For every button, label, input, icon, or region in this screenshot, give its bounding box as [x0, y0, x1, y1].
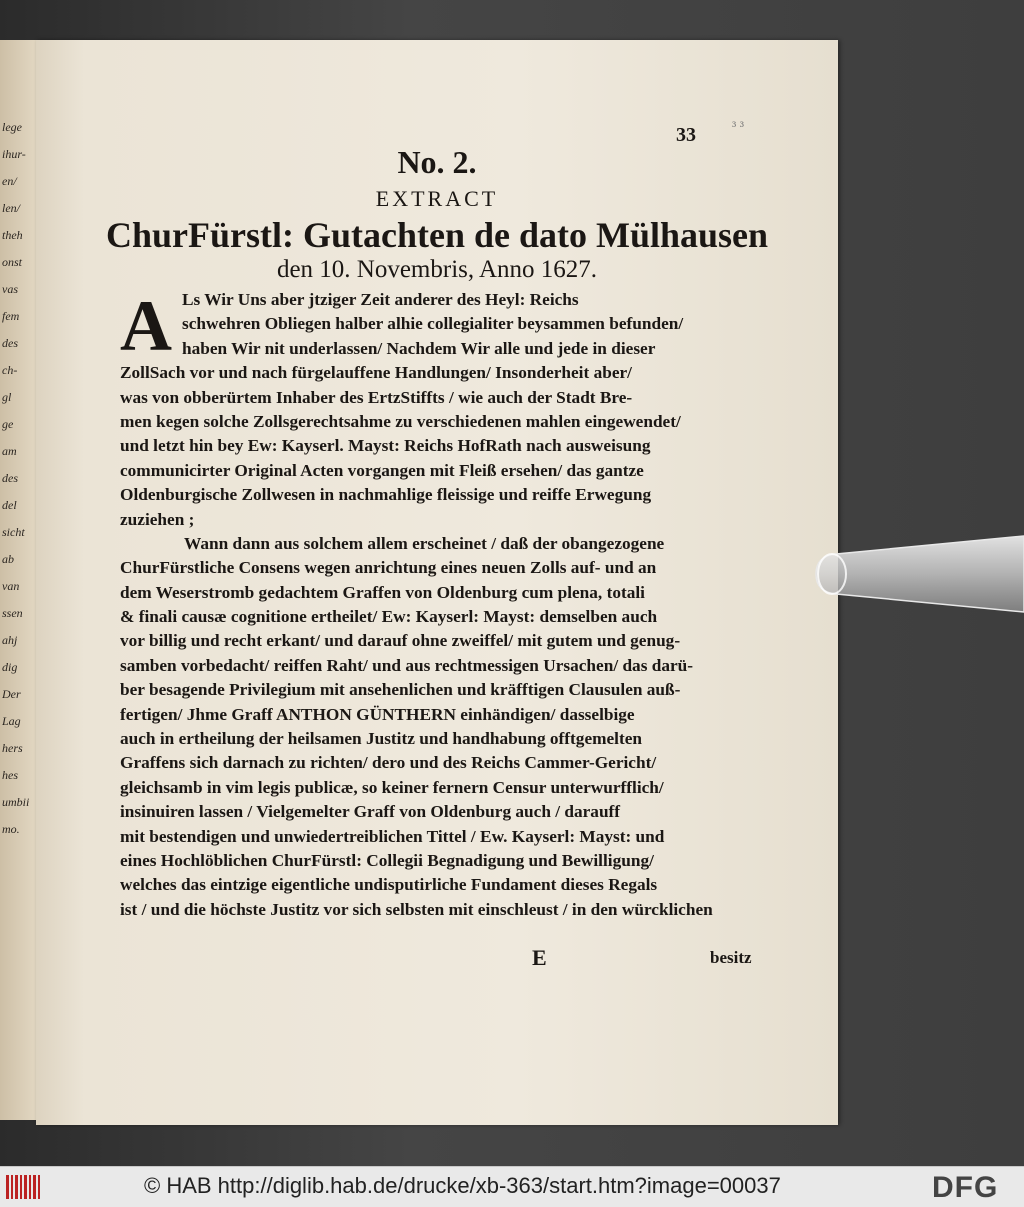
facing-page-fragment: am	[2, 444, 17, 458]
paragraph-2	[120, 532, 776, 922]
facing-page-fragment: umbii	[2, 795, 30, 809]
facing-page-fragment: des	[2, 471, 18, 485]
text-line: schwehren Obliegen halber alhie collegialiter beysammen befunden/	[182, 314, 684, 334]
facing-page-fragment: ahj	[2, 633, 18, 647]
facing-page-fragment: van	[2, 579, 20, 593]
text-line: samben vorbedacht/ reiffen Raht/ und aus rechtmessigen Ursachen/ das darü-	[120, 655, 694, 675]
paragraph-1	[120, 288, 776, 532]
facing-page-fragment: del	[2, 498, 17, 512]
text-line: Wann dann aus solchem allem erscheinet / daß der obangezogene	[184, 533, 665, 553]
hab-logo-icon	[6, 1175, 40, 1199]
text-line: men kegen solche Zollsgerechtsahme zu verschiedenen mahlen eingewendet/	[120, 411, 681, 431]
text-line: haben Wir nit underlassen/ Nachdem Wir alle und jede in dieser	[182, 338, 656, 358]
body-text	[120, 288, 776, 922]
text-line: insinuiren lassen / Vielgemelter Graff von Oldenburg auch / darauff	[120, 802, 621, 822]
text-line: vor billig und recht erkant/ und darauf ohne zweiffel/ mit gutem und genug-	[120, 631, 681, 651]
book-page	[36, 40, 838, 1125]
page-number: 33	[676, 124, 696, 146]
facing-page-edge	[0, 40, 38, 1120]
facing-page-fragment: dig	[2, 660, 18, 674]
text-line: was von obberürtem Inhaber des ErtzStiffts / wie auch der Stadt Bre-	[120, 387, 633, 407]
document-date: den 10. Novembris, Anno 1627.	[276, 256, 598, 283]
facing-page-fragment: theh	[2, 228, 23, 242]
facing-page-fragment: Der	[2, 687, 21, 701]
facing-page-fragment: Lag	[2, 714, 21, 728]
catchword: besitz	[710, 948, 752, 967]
page-clamp	[776, 526, 1024, 622]
facing-page-fragment: ihur-	[2, 147, 26, 161]
facing-page-fragment: ch-	[2, 363, 18, 377]
text-line: eines Hochlöblichen ChurFürstl: Collegii Begnadigung und Bewilligung/	[120, 850, 654, 870]
facing-page-fragment: lege	[2, 120, 22, 134]
text-line: ber besagende Privilegium mit ansehenlichen und kräfftigen Clausulen auß-	[120, 680, 681, 700]
facing-page-fragment: vas	[2, 282, 18, 296]
text-line: communicirter Original Acten vorgangen mit Fleiß ersehen/ das gantze	[120, 460, 644, 480]
text-line: ist / und die höchste Justitz vor sich selbsten mit einschleust / in den würcklichen	[120, 899, 713, 919]
facing-page-fragment: en/	[2, 174, 17, 188]
facing-page-fragment: ssen	[2, 606, 23, 620]
text-line: Oldenburgische Zollwesen in nachmahlige fleissige und reiffe Erwegung	[120, 485, 652, 505]
signature-mark: E	[532, 945, 547, 970]
text-line: und letzt hin bey Ew: Kayserl. Mayst: Reichs HofRath nach ausweisung	[120, 436, 651, 456]
dfg-logo: DFG	[932, 1171, 999, 1204]
text-line: ChurFürstliche Consens wegen anrichtung eines neuen Zolls auf- und an	[120, 558, 657, 578]
facing-page-fragment: len/	[2, 201, 20, 215]
footer-bar	[0, 1166, 1024, 1207]
page-mark: ³ ³	[732, 120, 744, 135]
text-line: ZollSach vor und nach fürgelauffene Handlungen/ Insonderheit aber/	[120, 363, 632, 383]
text-line: fertigen/ Jhme Graff ANTHON GÜNTHERN einhändigen/ dasselbige	[120, 704, 635, 724]
facing-page-fragment: des	[2, 336, 18, 350]
document-title: ChurFürstl: Gutachten de dato Mülhausen	[105, 215, 769, 255]
extract-heading: EXTRACT	[375, 186, 499, 211]
text-line: & finali causæ cognitione ertheilet/ Ew: Kayserl: Mayst: demselben auch	[120, 607, 658, 627]
text-line: Graffens sich darnach zu richten/ dero und des Reichs Cammer-Gericht/	[120, 753, 657, 773]
text-line: auch in ertheilung der heilsamen Justitz und handhabung offtgemelten	[120, 729, 643, 749]
text-line: gleichsamb in vim legis publicæ, so keiner fernern Censur unterwurfflich/	[120, 777, 664, 797]
facing-page-fragment: gl	[2, 390, 12, 404]
drop-cap: A	[120, 286, 172, 366]
text-line: dem Weserstromb gedachtem Graffen von Oldenburg cum plena, totali	[120, 582, 645, 602]
facing-page-fragment: ge	[2, 417, 14, 431]
text-line: welches das eintzige eigentliche undisputirliche Fundament dieses Regals	[120, 875, 658, 895]
facing-page-fragment: mo.	[2, 822, 20, 836]
facing-page-fragment: sicht	[2, 525, 25, 539]
facing-page-fragment: hes	[2, 768, 18, 782]
text-line: zuziehen ;	[120, 509, 195, 529]
source-link[interactable]: © HAB http://diglib.hab.de/drucke/xb-363/start.htm?image=00037	[144, 1173, 781, 1198]
facing-page-fragment: hers	[2, 741, 23, 755]
text-line: mit bestendigen und unwiedertreiblichen Tittel / Ew. Kayserl: Mayst: und	[120, 826, 665, 846]
document-number: No. 2.	[397, 144, 477, 180]
facing-page-fragment: ab	[2, 552, 14, 566]
facing-page-fragment: onst	[2, 255, 23, 269]
text-line: Ls Wir Uns aber jtziger Zeit anderer des Heyl: Reichs	[182, 290, 579, 309]
facing-page-fragment: fem	[2, 309, 20, 323]
